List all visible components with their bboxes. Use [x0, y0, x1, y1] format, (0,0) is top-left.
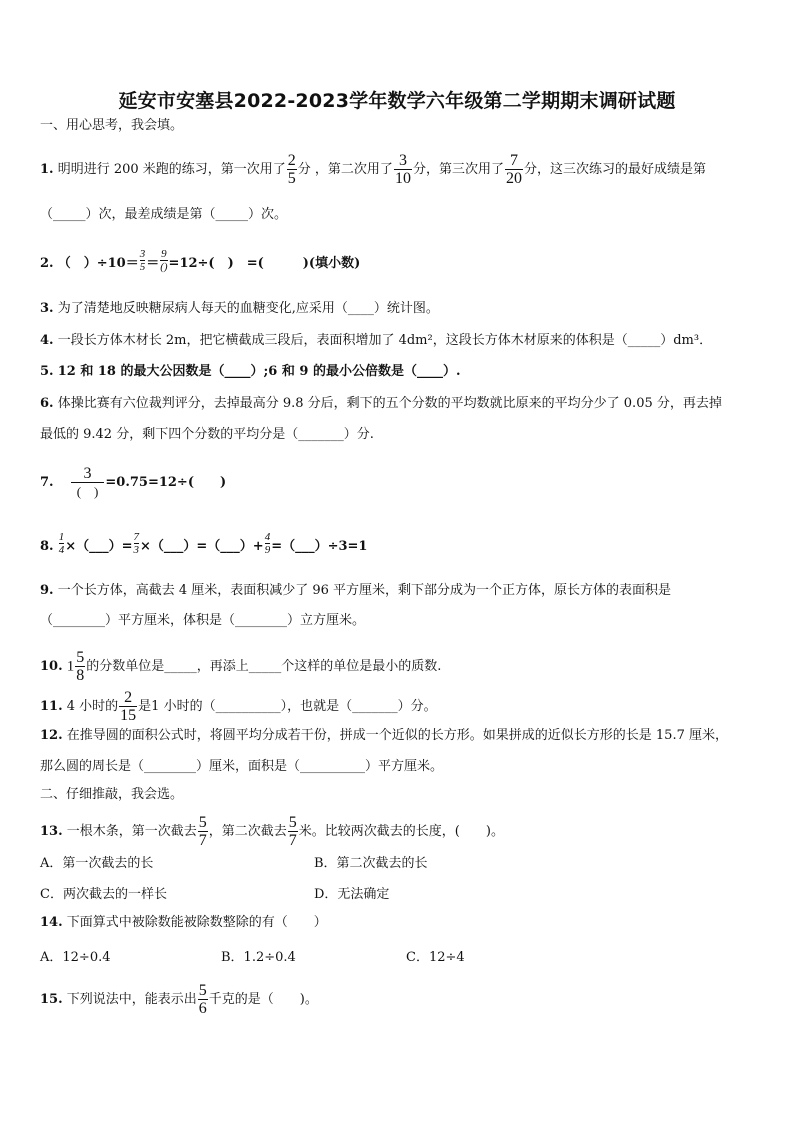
- numerator: 2: [287, 152, 296, 169]
- question-2: [40, 248, 360, 273]
- fraction: [198, 982, 208, 1017]
- question-text: 下列说法中，能表示出: [66, 992, 197, 1007]
- question-10: [40, 649, 441, 684]
- question-9: [40, 582, 671, 600]
- question-text: 体操比赛有六位裁判评分，去掉最高分 9.8 分后，剩下的五个分数的平均数就比原来的平均分少了 0.05 分，再去掉: [57, 396, 722, 411]
- question-text: 4 小时的: [66, 699, 119, 714]
- fraction: [140, 248, 146, 273]
- question-text: 为了清楚地反映糖尿病人每天的血糖变化,应采用（____）统计图。: [57, 301, 439, 316]
- question-text: 分 ，第二次用了: [297, 162, 393, 177]
- denominator: ( ): [71, 482, 105, 500]
- question-number: 4.: [40, 333, 54, 348]
- question-text: ＝: [146, 256, 160, 271]
- numerator: 2: [124, 689, 133, 706]
- question-text: ×（___）=: [65, 539, 133, 554]
- section-heading-fill-in: 一、用心思考，我会填。: [40, 118, 184, 133]
- question-number: 7.: [40, 475, 54, 490]
- denominator: (): [160, 261, 168, 273]
- question-text: 明明进行 200 米跑的练习，第一次用了: [57, 162, 286, 177]
- question-text: （ ）÷10＝: [57, 256, 139, 271]
- question-12: [40, 727, 728, 745]
- fraction: [75, 649, 85, 684]
- denominator: 9: [264, 544, 271, 556]
- question-text: 是1 小时的（__________），也就是（_______）分。: [138, 699, 437, 714]
- fraction: [198, 814, 208, 849]
- question-text: 一段长方体木材长 2m，把它横截成三段后，表面积增加了 4dm²，这段长方体木材原来的体积是（_____）dm³．: [57, 333, 713, 348]
- question-text: ×（___）=（___）+: [140, 539, 264, 554]
- question-number: 5.: [40, 364, 54, 379]
- numerator: 5: [288, 814, 297, 831]
- numerator: 7: [133, 531, 140, 543]
- question-number: 3.: [40, 301, 54, 316]
- option-a[interactable]: A．第一次截去的长: [40, 856, 154, 871]
- question-number: 10.: [40, 659, 63, 674]
- option-b[interactable]: B．1.2÷0.4: [221, 950, 296, 965]
- question-1-answer-line: （_____）次，最差成绩是第（_____）次。: [40, 207, 288, 222]
- question-number: 2.: [40, 256, 54, 271]
- numerator: 4: [264, 531, 271, 543]
- option-d[interactable]: D．无法确定: [314, 887, 390, 902]
- question-text: 的分数单位是_____，再添上_____个这样的单位是最小的质数.: [86, 659, 442, 674]
- denominator: 20: [505, 170, 522, 187]
- question-text: =0.75=12÷( ): [105, 475, 227, 490]
- numerator: 9: [161, 248, 167, 260]
- numerator: 5: [198, 814, 207, 831]
- question-text: 米。比较两次截去的长度，( )。: [298, 824, 504, 839]
- question-number: 8.: [40, 539, 54, 554]
- question-number: 13.: [40, 824, 63, 839]
- fraction: [505, 152, 523, 187]
- question-9-line-2: （________）平方厘米，体积是（________）立方厘米。: [40, 613, 366, 628]
- denominator: 3: [133, 544, 140, 556]
- question-6: [40, 395, 722, 413]
- denominator: 8: [76, 667, 85, 684]
- fraction: [265, 531, 271, 556]
- question-number: 11.: [40, 699, 63, 714]
- question-3: [40, 300, 439, 318]
- fraction: [59, 531, 65, 556]
- numerator: 1: [58, 531, 65, 543]
- numerator: 3: [139, 248, 146, 260]
- question-12-line-2: 那么圆的周长是（________）厘米，面积是（__________）平方厘米。: [40, 759, 444, 774]
- question-number: 12.: [40, 728, 63, 743]
- question-number: 14.: [40, 915, 63, 930]
- question-text: 在推导圆的面积公式时，将圆平均分成若干份，拼成一个近似的长方形。如果拼成的近似长方形的长是 15.7 厘米，: [66, 728, 728, 743]
- question-text: 千克的是（ )。: [208, 992, 318, 1007]
- question-5: [40, 363, 460, 381]
- denominator: 15: [120, 707, 137, 724]
- question-text: 分，这三次练习的最好成绩是第: [523, 162, 706, 177]
- numerator: 7: [509, 152, 518, 169]
- option-c[interactable]: C．12÷4: [406, 950, 465, 965]
- question-number: 6.: [40, 396, 54, 411]
- question-1: [40, 152, 706, 187]
- numerator: 3: [83, 465, 92, 482]
- denominator: 5: [139, 261, 146, 273]
- fraction: [71, 465, 105, 500]
- numerator: 5: [76, 649, 85, 666]
- question-number: 15.: [40, 992, 63, 1007]
- denominator: 10: [394, 170, 411, 187]
- question-13: [40, 814, 504, 849]
- denominator: 7: [288, 832, 297, 849]
- question-text: 12 和 18 的最大公因数是（____）;6 和 9 的最小公倍数是（____）.: [57, 364, 461, 379]
- denominator: 4: [58, 544, 65, 556]
- page-title: 延安市安塞县2022-2023学年数学六年级第二学期期末调研试题: [118, 90, 676, 112]
- fraction: [288, 814, 298, 849]
- fraction: [287, 152, 297, 187]
- question-4: [40, 332, 712, 350]
- question-7: [40, 465, 226, 500]
- question-text: 一个长方体，高截去 4 厘米，表面积减少了 96 平方厘米，剩下部分成为一个正方体，原长方体的表面积是: [57, 583, 672, 598]
- fraction: [119, 689, 137, 724]
- question-text: 下面算式中被除数能被除数整除的有（ ）: [66, 915, 327, 930]
- question-number: 9.: [40, 583, 54, 598]
- question-text: =12÷( ) =( )(填小数): [168, 256, 361, 271]
- question-text: 一根木条，第一次截去: [66, 824, 197, 839]
- denominator: 7: [198, 832, 207, 849]
- question-6-line-2: 最低的 9.42 分，剩下四个分数的平均分是（_______）分.: [40, 427, 374, 442]
- option-a[interactable]: A．12÷0.4: [40, 950, 111, 965]
- question-11: [40, 689, 437, 724]
- numerator: 5: [198, 982, 207, 999]
- question-14: [40, 914, 327, 932]
- question-15: [40, 982, 318, 1017]
- numerator: 3: [398, 152, 407, 169]
- question-number: 1.: [40, 162, 54, 177]
- fraction: [134, 531, 140, 556]
- option-c[interactable]: C．两次截去的一样长: [40, 887, 167, 902]
- question-text: =（___）÷3=1: [271, 539, 368, 554]
- whole-number: 1: [66, 658, 75, 675]
- question-8: [40, 531, 367, 556]
- question-text: 分，第三次用了: [412, 162, 504, 177]
- fraction: [394, 152, 412, 187]
- question-text: ，第二次截去: [208, 824, 287, 839]
- option-b[interactable]: B．第二次截去的长: [314, 856, 428, 871]
- fraction: [160, 248, 167, 273]
- denominator: 5: [287, 170, 296, 187]
- section-heading-choice: 二、仔细推敲，我会选。: [40, 787, 184, 802]
- denominator: 6: [198, 1000, 207, 1017]
